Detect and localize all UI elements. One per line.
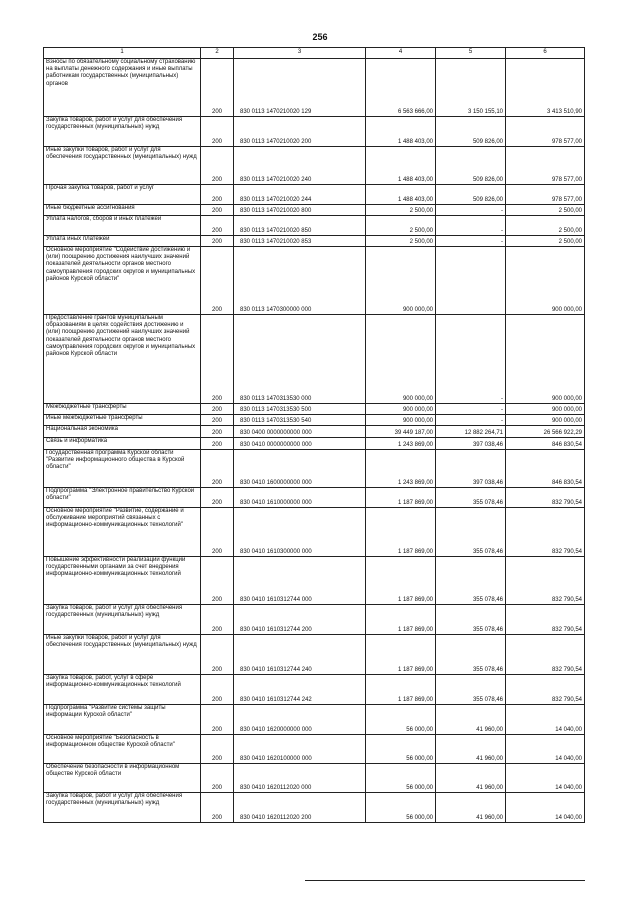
cell-code: 830 0113 1470210020 850 bbox=[234, 216, 366, 236]
table-row bbox=[44, 764, 585, 793]
cell-v4: 1 187 869,00 bbox=[366, 488, 436, 508]
cell-v5: 355 078,46 bbox=[436, 557, 506, 605]
column-header: 3 bbox=[234, 48, 366, 59]
cell-col2: 200 bbox=[201, 450, 234, 488]
cell-v5: 355 078,46 bbox=[436, 488, 506, 508]
cell-v5: 355 078,46 bbox=[436, 635, 506, 675]
cell-name: Национальная экономика bbox=[44, 426, 201, 438]
cell-v4: 1 187 869,00 bbox=[366, 557, 436, 605]
table-row bbox=[44, 705, 585, 735]
cell-v4: 56 000,00 bbox=[366, 793, 436, 823]
cell-name: Иные межбюджетные трансферты bbox=[44, 415, 201, 426]
cell-v4: 900 000,00 bbox=[366, 315, 436, 404]
cell-code: 830 0410 1610312744 242 bbox=[234, 675, 366, 705]
cell-v5: 41 960,00 bbox=[436, 793, 506, 823]
cell-v4: 900 000,00 bbox=[366, 415, 436, 426]
table-row bbox=[44, 557, 585, 605]
budget-table bbox=[43, 47, 585, 823]
cell-name: Основное мероприятие "Безопасность в информационном обществе Курской области" bbox=[44, 735, 201, 764]
cell-v5: 12 882 264,71 bbox=[436, 426, 506, 438]
cell-name: Повышение эффективности реализации функций государственными органами за счет внедрения информационно-коммуникационных технологий bbox=[44, 557, 201, 605]
cell-code: 830 0113 1470210020 800 bbox=[234, 205, 366, 216]
table-row bbox=[44, 488, 585, 508]
cell-v6: 14 040,00 bbox=[506, 735, 585, 764]
cell-v4: 2 500,00 bbox=[366, 236, 436, 247]
cell-v4: 39 449 187,00 bbox=[366, 426, 436, 438]
cell-v6: 832 790,54 bbox=[506, 675, 585, 705]
cell-col2: 200 bbox=[201, 185, 234, 205]
table-row bbox=[44, 205, 585, 216]
table-header-row bbox=[44, 48, 585, 59]
table-row bbox=[44, 315, 585, 404]
cell-v5: 41 960,00 bbox=[436, 764, 506, 793]
cell-code: 830 0113 1470300000 000 bbox=[234, 247, 366, 315]
cell-code: 830 0113 1470313530 540 bbox=[234, 415, 366, 426]
cell-name: Иные закупки товаров, работ и услуг для обеспечения государственных (муниципальных) нужд bbox=[44, 635, 201, 675]
cell-v6: 2 500,00 bbox=[506, 216, 585, 236]
table-row bbox=[44, 508, 585, 557]
cell-name: Подпрограмма "Развитие системы защиты информации Курской области" bbox=[44, 705, 201, 735]
cell-v5: - bbox=[436, 415, 506, 426]
cell-v5: - bbox=[436, 216, 506, 236]
cell-v6: 846 830,54 bbox=[506, 450, 585, 488]
cell-col2: 200 bbox=[201, 147, 234, 185]
cell-col2: 200 bbox=[201, 117, 234, 147]
table-row bbox=[44, 793, 585, 823]
cell-name: Подпрограмма "Электронное правительство Курской области" bbox=[44, 488, 201, 508]
cell-col2: 200 bbox=[201, 705, 234, 735]
cell-v6: 832 790,54 bbox=[506, 635, 585, 675]
cell-code: 830 0410 1600000000 000 bbox=[234, 450, 366, 488]
cell-code: 830 0113 1470313530 000 bbox=[234, 315, 366, 404]
cell-name: Закупка товаров, работ и услуг для обеспечения государственных (муниципальных) нужд bbox=[44, 793, 201, 823]
cell-v5: - bbox=[436, 205, 506, 216]
cell-v6: 832 790,54 bbox=[506, 557, 585, 605]
cell-v6: 900 000,00 bbox=[506, 404, 585, 415]
cell-code: 830 0410 1610000000 000 bbox=[234, 488, 366, 508]
cell-code: 830 0410 1620112020 200 bbox=[234, 793, 366, 823]
cell-code: 830 0113 1470210020 200 bbox=[234, 117, 366, 147]
cell-col2: 200 bbox=[201, 205, 234, 216]
cell-v5: 397 038,46 bbox=[436, 438, 506, 450]
cell-v6: 900 000,00 bbox=[506, 247, 585, 315]
table-row bbox=[44, 216, 585, 236]
cell-col2: 200 bbox=[201, 488, 234, 508]
cell-col2: 200 bbox=[201, 675, 234, 705]
cell-v4: 56 000,00 bbox=[366, 705, 436, 735]
cell-name: Государственная программа Курской области "Развитие информационного общества в Курской области" bbox=[44, 450, 201, 488]
cell-name: Основное мероприятие "Содействие достижению и (или) поощрению достижения наилучших значений показателей деятельности органов местного самоуправления городских округов и муниципальных районов Курской области" bbox=[44, 247, 201, 315]
column-header: 6 bbox=[506, 48, 585, 59]
cell-v4: 1 187 869,00 bbox=[366, 675, 436, 705]
column-header: 4 bbox=[366, 48, 436, 59]
cell-v4: 2 500,00 bbox=[366, 216, 436, 236]
cell-v5: 355 078,46 bbox=[436, 605, 506, 635]
cell-name: Закупка товаров, работ, услуг в сфере информационно-коммуникационных технологий bbox=[44, 675, 201, 705]
cell-code: 830 0113 1470210020 853 bbox=[234, 236, 366, 247]
table-row bbox=[44, 735, 585, 764]
table-row bbox=[44, 185, 585, 205]
cell-name: Связь и информатика bbox=[44, 438, 201, 450]
table-row bbox=[44, 59, 585, 117]
table-row bbox=[44, 147, 585, 185]
cell-v6: 26 566 922,29 bbox=[506, 426, 585, 438]
cell-v5: 397 038,46 bbox=[436, 450, 506, 488]
cell-col2: 200 bbox=[201, 605, 234, 635]
cell-col2: 200 bbox=[201, 508, 234, 557]
cell-name: Уплата налогов, сборов и иных платежей bbox=[44, 216, 201, 236]
cell-col2: 200 bbox=[201, 635, 234, 675]
table-row bbox=[44, 605, 585, 635]
cell-col2: 200 bbox=[201, 557, 234, 605]
cell-v6: 3 413 510,90 bbox=[506, 59, 585, 117]
cell-col2: 200 bbox=[201, 735, 234, 764]
column-header: 1 bbox=[44, 48, 201, 59]
cell-col2: 200 bbox=[201, 764, 234, 793]
cell-v6: 832 790,54 bbox=[506, 605, 585, 635]
footer-divider bbox=[305, 880, 585, 881]
cell-code: 830 0410 1620100000 000 bbox=[234, 735, 366, 764]
cell-code: 830 0410 1610300000 000 bbox=[234, 508, 366, 557]
cell-v6: 900 000,00 bbox=[506, 415, 585, 426]
cell-v5: 509 826,00 bbox=[436, 147, 506, 185]
cell-col2: 200 bbox=[201, 415, 234, 426]
cell-name: Основное мероприятие "Развитие, содержание и обслуживание мероприятий связанных с информационно-коммуникационных технологий" bbox=[44, 508, 201, 557]
cell-code: 830 0113 1470210020 244 bbox=[234, 185, 366, 205]
table-body bbox=[44, 59, 585, 823]
cell-v5 bbox=[436, 247, 506, 315]
cell-v4: 1 243 869,00 bbox=[366, 450, 436, 488]
cell-name: Межбюджетные трансферты bbox=[44, 404, 201, 415]
cell-name: Закупка товаров, работ и услуг для обеспечения государственных (муниципальных) нужд bbox=[44, 605, 201, 635]
cell-name: Иные бюджетные ассигнования bbox=[44, 205, 201, 216]
cell-v5: - bbox=[436, 236, 506, 247]
table-row bbox=[44, 247, 585, 315]
cell-code: 830 0410 1610312744 000 bbox=[234, 557, 366, 605]
cell-name: Уплата иных платежей bbox=[44, 236, 201, 247]
page-number: 256 bbox=[312, 32, 328, 42]
cell-v4: 900 000,00 bbox=[366, 247, 436, 315]
cell-col2: 200 bbox=[201, 247, 234, 315]
cell-v6: 846 830,54 bbox=[506, 438, 585, 450]
cell-col2: 200 bbox=[201, 236, 234, 247]
cell-col2: 200 bbox=[201, 426, 234, 438]
table-row bbox=[44, 117, 585, 147]
cell-code: 830 0410 1620000000 000 bbox=[234, 705, 366, 735]
table-row bbox=[44, 675, 585, 705]
cell-code: 830 0113 1470313530 500 bbox=[234, 404, 366, 415]
cell-code: 830 0410 1610312744 240 bbox=[234, 635, 366, 675]
table-row bbox=[44, 438, 585, 450]
cell-code: 830 0410 1620112020 000 bbox=[234, 764, 366, 793]
table-row bbox=[44, 635, 585, 675]
cell-v4: 1 488 403,00 bbox=[366, 117, 436, 147]
cell-v5: 509 826,00 bbox=[436, 185, 506, 205]
cell-v6: 900 000,00 bbox=[506, 315, 585, 404]
cell-v4: 1 187 869,00 bbox=[366, 605, 436, 635]
cell-col2: 200 bbox=[201, 315, 234, 404]
cell-v6: 2 500,00 bbox=[506, 205, 585, 216]
cell-code: 830 0410 1610312744 200 bbox=[234, 605, 366, 635]
cell-name: Закупка товаров, работ и услуг для обеспечения государственных (муниципальных) нужд bbox=[44, 117, 201, 147]
cell-col2: 200 bbox=[201, 59, 234, 117]
cell-name: Предоставление грантов муниципальным образованиям в целях содействия достижению и (или) поощрению достижений наилучших значений показателей деятельности органов местного самоуправления городских округов и муниципальных районов Курской области bbox=[44, 315, 201, 404]
cell-v6: 832 790,54 bbox=[506, 508, 585, 557]
cell-v5: 509 826,00 bbox=[436, 117, 506, 147]
cell-v6: 832 790,54 bbox=[506, 488, 585, 508]
cell-v6: 978 577,00 bbox=[506, 185, 585, 205]
cell-col2: 200 bbox=[201, 404, 234, 415]
cell-name: Иные закупки товаров, работ и услуг для обеспечения государственных (муниципальных) нужд bbox=[44, 147, 201, 185]
cell-name: Прочая закупка товаров, работ и услуг bbox=[44, 185, 201, 205]
table-row bbox=[44, 415, 585, 426]
cell-v5: - bbox=[436, 404, 506, 415]
cell-name: Обеспечение безопасности в информационном обществе Курской области bbox=[44, 764, 201, 793]
cell-v5: 41 960,00 bbox=[436, 705, 506, 735]
cell-v4: 1 488 403,00 bbox=[366, 185, 436, 205]
table-row bbox=[44, 236, 585, 247]
cell-v6: 14 040,00 bbox=[506, 793, 585, 823]
cell-v5: 41 960,00 bbox=[436, 735, 506, 764]
cell-v4: 1 187 869,00 bbox=[366, 508, 436, 557]
cell-v4: 2 500,00 bbox=[366, 205, 436, 216]
cell-v4: 1 243 869,00 bbox=[366, 438, 436, 450]
cell-v4: 900 000,00 bbox=[366, 404, 436, 415]
cell-v6: 978 577,00 bbox=[506, 117, 585, 147]
cell-v5: 3 150 155,10 bbox=[436, 59, 506, 117]
cell-v4: 1 488 403,00 bbox=[366, 147, 436, 185]
cell-col2: 200 bbox=[201, 216, 234, 236]
cell-v4: 56 000,00 bbox=[366, 735, 436, 764]
cell-code: 830 0410 0000000000 000 bbox=[234, 438, 366, 450]
column-header: 5 bbox=[436, 48, 506, 59]
table-row bbox=[44, 450, 585, 488]
cell-v4: 6 563 666,00 bbox=[366, 59, 436, 117]
cell-v6: 2 500,00 bbox=[506, 236, 585, 247]
table-row bbox=[44, 426, 585, 438]
cell-v6: 14 040,00 bbox=[506, 705, 585, 735]
cell-name: Взносы по обязательному социальному страхованию на выплаты денежного содержания и иные выплаты работникам государственных (муниципальных) органов bbox=[44, 59, 201, 117]
cell-col2: 200 bbox=[201, 793, 234, 823]
cell-col2: 200 bbox=[201, 438, 234, 450]
cell-v5: - bbox=[436, 315, 506, 404]
cell-v4: 56 000,00 bbox=[366, 764, 436, 793]
cell-code: 830 0113 1470210020 240 bbox=[234, 147, 366, 185]
cell-code: 830 0400 0000000000 000 bbox=[234, 426, 366, 438]
cell-v6: 978 577,00 bbox=[506, 147, 585, 185]
column-header: 2 bbox=[201, 48, 234, 59]
cell-code: 830 0113 1470210020 129 bbox=[234, 59, 366, 117]
cell-v4: 1 187 869,00 bbox=[366, 635, 436, 675]
cell-v5: 355 078,46 bbox=[436, 508, 506, 557]
cell-v5: 355 078,46 bbox=[436, 675, 506, 705]
cell-v6: 14 040,00 bbox=[506, 764, 585, 793]
table-row bbox=[44, 404, 585, 415]
